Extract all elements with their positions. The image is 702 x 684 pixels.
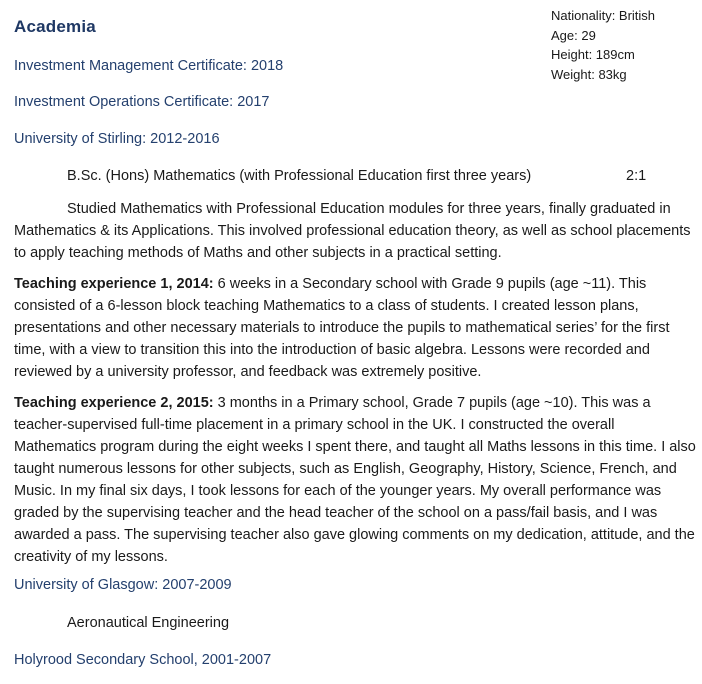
ioc-entry: Investment Operations Certificate: 2017 (14, 94, 270, 110)
stirling-summary-text: Studied Mathematics with Professional Education modules for three years, finally graduated in Mathematics & its Applications. This involved professional education theory, as well as school placements to apply teaching methods of Maths and other subjects in a practical setting. (14, 201, 691, 261)
te2-label: Teaching experience 2, 2015: (14, 395, 214, 411)
section-heading-academia: Academia (14, 17, 96, 36)
stirling-grade: 2:1 (626, 168, 647, 184)
holyrood-entry: Holyrood Secondary School, 2001-2007 (14, 652, 272, 668)
glasgow-entry: University of Glasgow: 2007-2009 (14, 577, 232, 593)
height: Height: 189cm (551, 47, 635, 62)
te2-text: 3 months in a Primary school, Grade 7 pupils (age ~10). This was a teacher-supervised full-time placement in a primary school in the UK. I constructed the overall Mathematics program during the eight weeks I spent there, and taught all Maths lessons in this time. I also taught numerous lessons for other subjects, such as English, Geography, History, Science, French, and Music. In my final six days, I took lessons for each of the younger years. My overall performance was graded by the supervising teacher and the head teacher of the school on a pass/fail basis, and I was awarded a pass. The supervising teacher also gave glowing comments on my dedication, attitude, and the creativity of my lessons. (14, 395, 696, 565)
te1-label: Teaching experience 1, 2014: (14, 276, 214, 292)
imc-entry: Investment Management Certificate: 2018 (14, 58, 284, 74)
stirling-degree: B.Sc. (Hons) Mathematics (with Professional Education first three years) (67, 168, 532, 184)
personal-details (551, 6, 655, 84)
nationality: Nationality: British (551, 8, 656, 23)
te1-text: 6 weeks in a Secondary school with Grade 9 pupils (age ~11). This consisted of a 6-lesson block teaching Mathematics to a class of students. I created lesson plans, presentations and other necessary materials to introduce the pupils to mathematical series’ for the first time, with a view to transition this into the introduction of basic algebra. Lessons were recorded and reviewed by a university professor, and feedback was extremely positive. (14, 276, 670, 380)
stirling-entry: University of Stirling: 2012-2016 (14, 131, 220, 147)
teaching-experience-1 (14, 273, 696, 383)
age: Age: 29 (551, 27, 596, 43)
glasgow-degree: Aeronautical Engineering (67, 615, 230, 631)
stirling-summary (14, 198, 696, 264)
weight: Weight: 83kg (551, 66, 627, 82)
teaching-experience-2 (14, 392, 696, 568)
